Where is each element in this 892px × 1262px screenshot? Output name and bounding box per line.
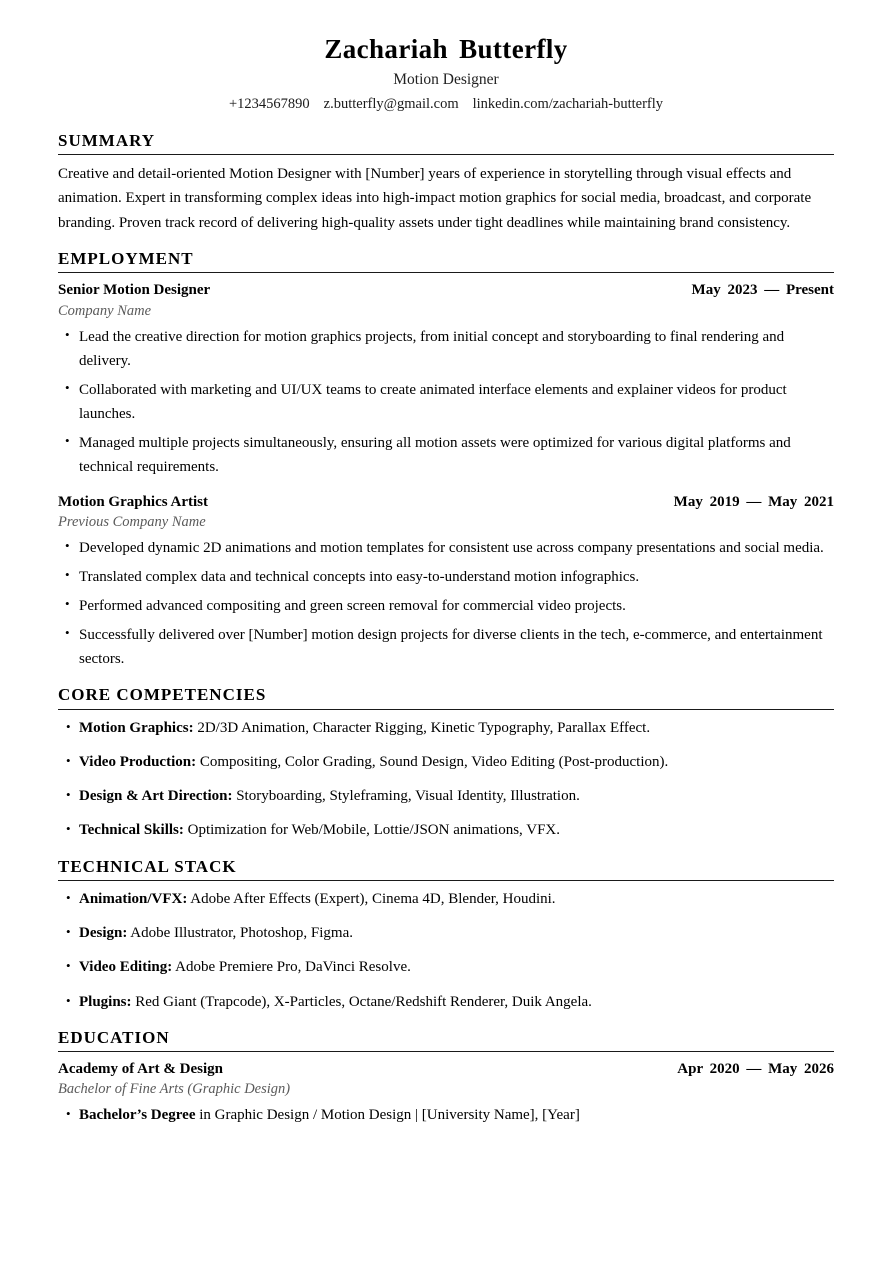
stack-label: Design: [79,925,128,942]
list-item: • Performed advanced compositing and green screen removal for commercial video projects. [58,594,834,618]
list-item [58,922,834,945]
section-education [58,1027,834,1127]
section-summary [58,130,834,236]
employment-bullet-list [58,325,834,479]
employment-role: Motion Graphics Artist [58,493,208,510]
section-title-employment: EMPLOYMENT [58,249,194,269]
list-item: • Managed multiple projects simultaneously, ensuring all motion assets were optimized for various digital platforms and technical requirements. [58,431,834,479]
education-detail-text: in Graphic Design / Motion Design | [University Name], [Year] [195,1106,580,1123]
list-item [58,717,834,740]
employment-entry-header [58,492,834,512]
section-divider [58,154,834,155]
list-item: • Lead the creative direction for motion graphics projects, from initial concept and storyboarding to final rendering and delivery. [58,325,834,373]
competency-text: Optimization for Web/Mobile, Lottie/JSON animations, VFX. [183,822,561,839]
contact-line [58,95,834,113]
stack-label: Plugins: [79,993,132,1010]
competency-text: Storyboarding, Styleframing, Visual Identity, Illustration. [232,788,580,805]
employment-company: Company Name [58,302,152,319]
stack-text: Red Giant (Trapcode), X-Particles, Octane/Redshift Renderer, Duik Angela. [131,993,592,1010]
education-dates: Apr 2020 — May 2026 [677,1061,834,1078]
section-title-technical-stack: TECHNICAL STACK [58,856,237,876]
stack-text: Adobe After Effects (Expert), Cinema 4D, Blender, Houdini. [187,890,556,907]
stack-label: Animation/VFX: [79,890,188,907]
section-divider [58,1051,834,1052]
employment-bullet-list [58,536,834,671]
section-employment [58,248,834,671]
list-item: • Successfully delivered over [Number] motion design projects for diverse clients in the tech, e-commerce, and entertainment sectors. [58,623,834,671]
list-item [58,819,834,842]
stack-label: Video Editing: [79,959,173,976]
competency-label: Technical Skills: [79,822,184,839]
section-title-education: EDUCATION [58,1027,170,1047]
section-title-core-competencies: CORE COMPETENCIES [58,685,267,705]
list-item [58,888,834,911]
section-core-competencies [58,684,834,842]
stack-text: Adobe Illustrator, Photoshop, Figma. [127,925,353,942]
list-item [58,785,834,808]
contact-phone[interactable]: +1234567890 [228,96,310,113]
section-title-summary: SUMMARY [58,130,156,150]
competency-label: Design & Art Direction: [79,788,233,805]
section-divider [58,880,834,881]
education-entry [58,1059,834,1127]
contact-linkedin[interactable]: linkedin.com/zachariah-butterfly [472,96,664,113]
candidate-job-title: Motion Designer [393,70,499,88]
employment-dates: May 2023 — Present [691,282,834,299]
competency-label: Motion Graphics: [79,719,194,736]
contact-email[interactable]: z.butterfly@gmail.com [323,96,459,113]
employment-entry [58,492,834,672]
education-detail-label: Bachelor’s Degree [79,1106,196,1123]
employment-entry-header [58,280,834,300]
list-item: • Developed dynamic 2D animations and motion templates for consistent use across company presentations and social media. [58,536,834,560]
employment-dates: May 2019 — May 2021 [673,493,834,510]
employment-company: Previous Company Name [58,514,206,531]
technical-stack-list [58,888,834,1014]
stack-text: Adobe Premiere Pro, DaVinci Resolve. [172,959,411,976]
education-detail [58,1104,834,1127]
education-school: Academy of Art & Design [58,1061,223,1078]
candidate-name: Zachariah Butterfly [324,34,568,64]
summary-text: Creative and detail-oriented Motion Designer with [Number] years of experience in storytelling through visual effects and animation. Expert in transforming complex ideas into high-impact motion graphics for social media, broadcast, and corporate branding. Proven track record of delivering high-quality assets under tight deadlines while maintaining brand consistency. [58,165,812,231]
employment-role: Senior Motion Designer [58,282,211,299]
competency-text: 2D/3D Animation, Character Rigging, Kinetic Typography, Parallax Effect. [193,719,651,736]
section-technical-stack [58,856,834,1014]
list-item: • Collaborated with marketing and UI/UX teams to create animated interface elements and explainer videos for product launches. [58,378,834,426]
resume-header [58,34,834,114]
list-item [58,751,834,774]
competency-label: Video Production: [79,753,197,770]
core-competencies-list [58,717,834,843]
list-item [58,991,834,1014]
list-item: • Translated complex data and technical concepts into easy-to-understand motion infographics. [58,565,834,589]
education-degree: Bachelor of Fine Arts (Graphic Design) [58,1081,291,1098]
section-divider [58,272,834,273]
competency-text: Compositing, Color Grading, Sound Design, Video Editing (Post-production). [196,753,669,770]
education-entry-header [58,1059,834,1079]
employment-entry [58,280,834,479]
section-divider [58,709,834,710]
list-item [58,956,834,979]
